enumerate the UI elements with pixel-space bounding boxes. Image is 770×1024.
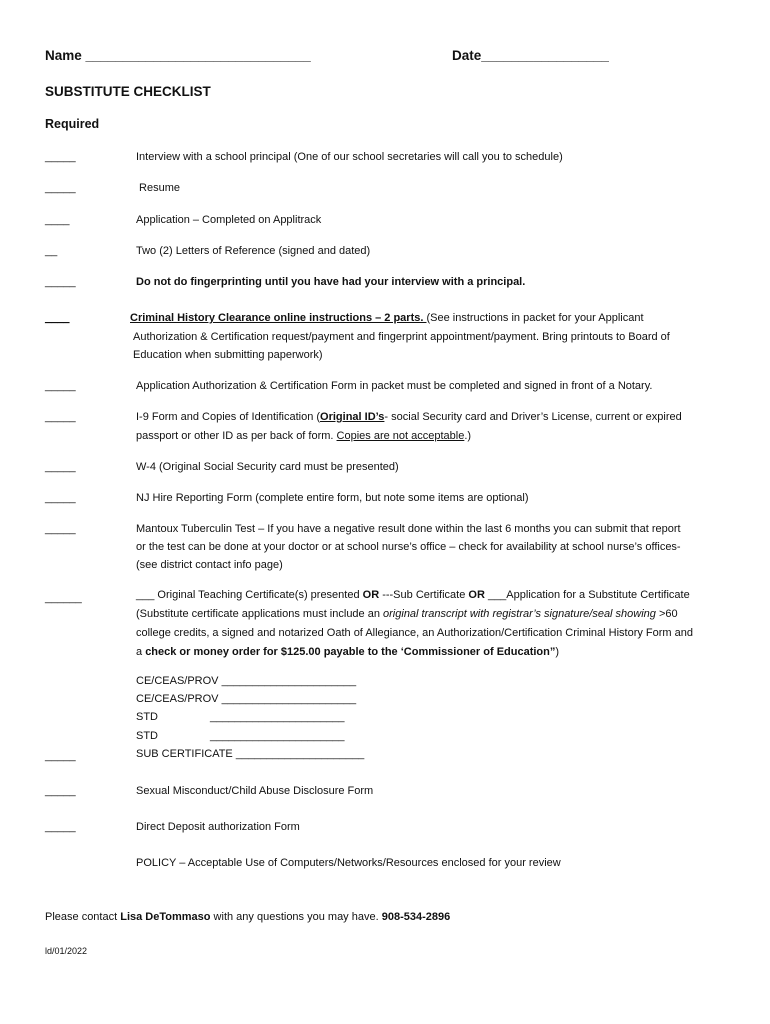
cert-l1c: ---Sub Certificate xyxy=(379,589,469,601)
name-field-label: Name ______________________________ xyxy=(45,48,311,63)
checklist-item-misconduct-form: Sexual Misconduct/Child Abuse Disclosure Form xyxy=(136,785,374,797)
checklist-blank: _____ xyxy=(45,492,76,504)
checklist-blank: _____ xyxy=(45,750,76,762)
cert-transcript-note: original transcript with registrar’s signature/seal showing xyxy=(383,608,656,620)
i9-copies-note: Copies are not acceptable xyxy=(336,430,465,442)
certificate-line4 xyxy=(136,643,736,662)
cert-line: SUB CERTIFICATE _____________________ xyxy=(136,748,365,760)
contact-middle: with any questions you may have. xyxy=(210,911,382,923)
checklist-item-policy: POLICY – Acceptable Use of Computers/Networks/Resources enclosed for your review xyxy=(136,857,561,869)
cert-or-2: OR xyxy=(468,589,485,601)
contact-prefix: Please contact xyxy=(45,911,121,923)
cert-l1e: ___Application for a Substitute Certificate xyxy=(484,589,690,601)
checklist-blank: ____ xyxy=(45,214,70,226)
checklist-blank: _____ xyxy=(45,380,76,392)
checklist-item-mantoux: Mantoux Tuberculin Test – If you have a negative result done within the last 6 months you can submit that report xyxy=(136,523,681,535)
i9-line2-a: passport or other ID as per back of form. xyxy=(136,430,337,442)
checklist-blank: ______ xyxy=(45,592,82,604)
i9-line2 xyxy=(136,427,736,446)
checklist-item-fingerprint-warning: Do not do fingerprinting until you have had your interview with a principal. xyxy=(136,276,526,288)
i9-text-c: - social Security card and Driver’s License, current or expired xyxy=(384,411,682,423)
cert-l2a: (Substitute certificate applications must include an xyxy=(136,608,384,620)
cert-l4a: a xyxy=(136,646,146,658)
contact-phone: 908-534-2896 xyxy=(381,911,451,923)
mantoux-line2: or the test can be done at your doctor or at school nurse’s office – check for availability at school nurse’s offices- xyxy=(136,541,681,553)
checklist-item-resume: Resume xyxy=(136,182,181,194)
contact-name: Lisa DeTommaso xyxy=(120,911,211,923)
criminal-history-line3: Education when submitting paperwork) xyxy=(133,349,323,361)
cert-l2c: >60 xyxy=(655,608,678,620)
page-title: SUBSTITUTE CHECKLIST xyxy=(45,84,211,99)
checklist-blank: _____ xyxy=(45,785,76,797)
checklist-blank: _____ xyxy=(45,151,76,163)
checklist-item-notary-form: Application Authorization & Certification Form in packet must be completed and signed in front of a Notary. xyxy=(136,380,653,392)
checklist-blank: __ xyxy=(45,245,58,257)
checklist-blank: _____ xyxy=(45,276,76,288)
date-field-label: Date_________________ xyxy=(452,48,609,63)
checklist-blank: _____ xyxy=(45,411,76,423)
criminal-history-line2: Authorization & Certification request/payment and fingerprint appointment/payment. Bring printouts to Board of xyxy=(133,331,670,343)
cert-l1a: ___ Original Teaching Certificate(s) presented xyxy=(136,589,363,601)
i9-original-ids: Original ID’s xyxy=(320,411,385,423)
cert-payment-note: check or money order for $125.00 payable to the ‘Commissioner of Education” xyxy=(145,646,556,658)
checklist-blank: _____ xyxy=(45,821,76,833)
checklist-item-certificate xyxy=(136,586,736,605)
footer-code: ld/01/2022 xyxy=(45,946,88,956)
checklist-item-w4: W-4 (Original Social Security card must be presented) xyxy=(136,461,399,473)
cert-line: CE/CEAS/PROV ______________________ xyxy=(136,693,357,705)
mantoux-line3: (see district contact info page) xyxy=(136,559,283,571)
checklist-blank: ____ xyxy=(45,312,70,324)
checklist-item-nj-hire: NJ Hire Reporting Form (complete entire form, but note some items are optional) xyxy=(136,492,529,504)
criminal-history-lead: Criminal History Clearance online instructions – 2 parts. xyxy=(130,312,427,324)
cert-line: CE/CEAS/PROV ______________________ xyxy=(136,675,357,687)
certificate-line2 xyxy=(136,605,736,624)
contact-line xyxy=(45,908,745,927)
cert-line: STD ______________________ xyxy=(136,711,345,723)
cert-line: STD ______________________ xyxy=(136,730,345,742)
checklist-item-criminal-history xyxy=(130,309,740,328)
checklist-item-i9 xyxy=(136,408,736,427)
criminal-history-text: (See instructions in packet for your Applicant xyxy=(426,312,644,324)
cert-or-1: OR xyxy=(362,589,380,601)
checklist-blank: _____ xyxy=(45,182,76,194)
required-heading: Required xyxy=(45,117,100,131)
certificate-line3: college credits, a signed and notarized Oath of Allegiance, an Authorization/Certification Criminal History Form and xyxy=(136,627,694,639)
i9-line2-c: .) xyxy=(464,430,472,442)
checklist-item-interview: Interview with a school principal (One of our school secretaries will call you to schedule) xyxy=(136,151,563,163)
checklist-item-application: Application – Completed on Applitrack xyxy=(136,214,322,226)
i9-text-a: I-9 Form and Copies of Identification ( xyxy=(136,411,321,423)
cert-l4c: ) xyxy=(555,646,560,658)
checklist-item-references: Two (2) Letters of Reference (signed and dated) xyxy=(136,245,371,257)
checklist-blank: _____ xyxy=(45,461,76,473)
checklist-blank: _____ xyxy=(45,523,76,535)
checklist-item-direct-deposit: Direct Deposit authorization Form xyxy=(136,821,300,833)
